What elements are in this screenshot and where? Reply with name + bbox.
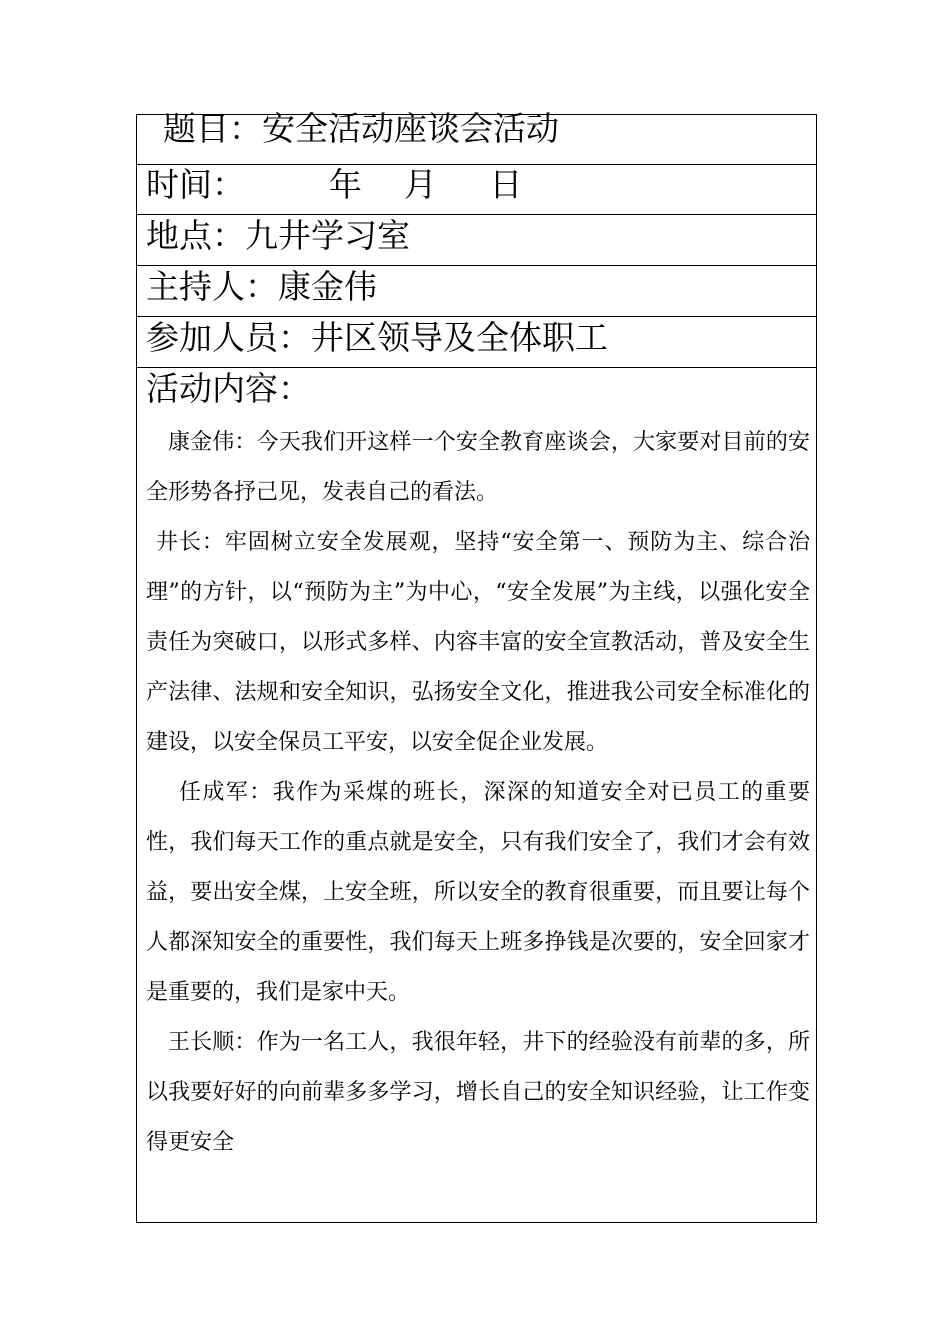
content-label-row: [137, 369, 816, 419]
paragraph-well-chief: 井长：牢固树立安全发展观，坚持“安全第一、预防为主、综合治理”的方针，以“预防为主”为中心，“安全发展”为主线，以强化安全责任为突破口，以形式多样、内容丰富的安全宣教活动，普及安全生产法律、法规和安全知识，弘扬安全文化，推进我公司安全标准化的建设，以安全保员工平安，以安全促企业发展。: [146, 530, 810, 755]
paragraph-kang-jinwei: 康金伟：今天我们开这样一个安全教育座谈会，大家要对目前的安全形势各抒己见，发表自己的看法。: [146, 430, 810, 505]
paragraph-wang-changshun: 王长顺：作为一名工人，我很年轻，井下的经验没有前辈的多，所以我要好好的向前辈多多学习，增长自己的安全知识经验，让工作变得更安全: [146, 1030, 810, 1155]
content-label: 活动内容：: [146, 369, 311, 408]
host-row: [137, 267, 816, 317]
meeting-title: 题目：安全活动座谈会活动: [163, 109, 559, 148]
paragraph-ren-chengjun: 任成军：我作为采煤的班长，深深的知道安全对已员工的重要性，我们每天工作的重点就是安全，只有我们安全了，我们才会有效益，要出安全煤，上安全班，所以安全的教育很重要，而且要让每个人都深知安全的重要性，我们每天上班多挣钱是次要的，安全回家才是重要的，我们是家中天。: [146, 780, 810, 1005]
activity-content: [146, 418, 810, 1168]
participants-row: [137, 318, 816, 368]
location-row: [137, 216, 816, 266]
title-row: [137, 109, 816, 165]
meeting-host: 主持人：康金伟: [146, 267, 377, 306]
meeting-location: 地点：九井学习室: [146, 216, 410, 255]
meeting-record-table: [136, 109, 817, 1223]
meeting-time: 时间： 年 月 日: [146, 165, 523, 204]
meeting-participants: 参加人员：井区领导及全体职工: [146, 318, 608, 357]
time-row: [137, 165, 816, 215]
